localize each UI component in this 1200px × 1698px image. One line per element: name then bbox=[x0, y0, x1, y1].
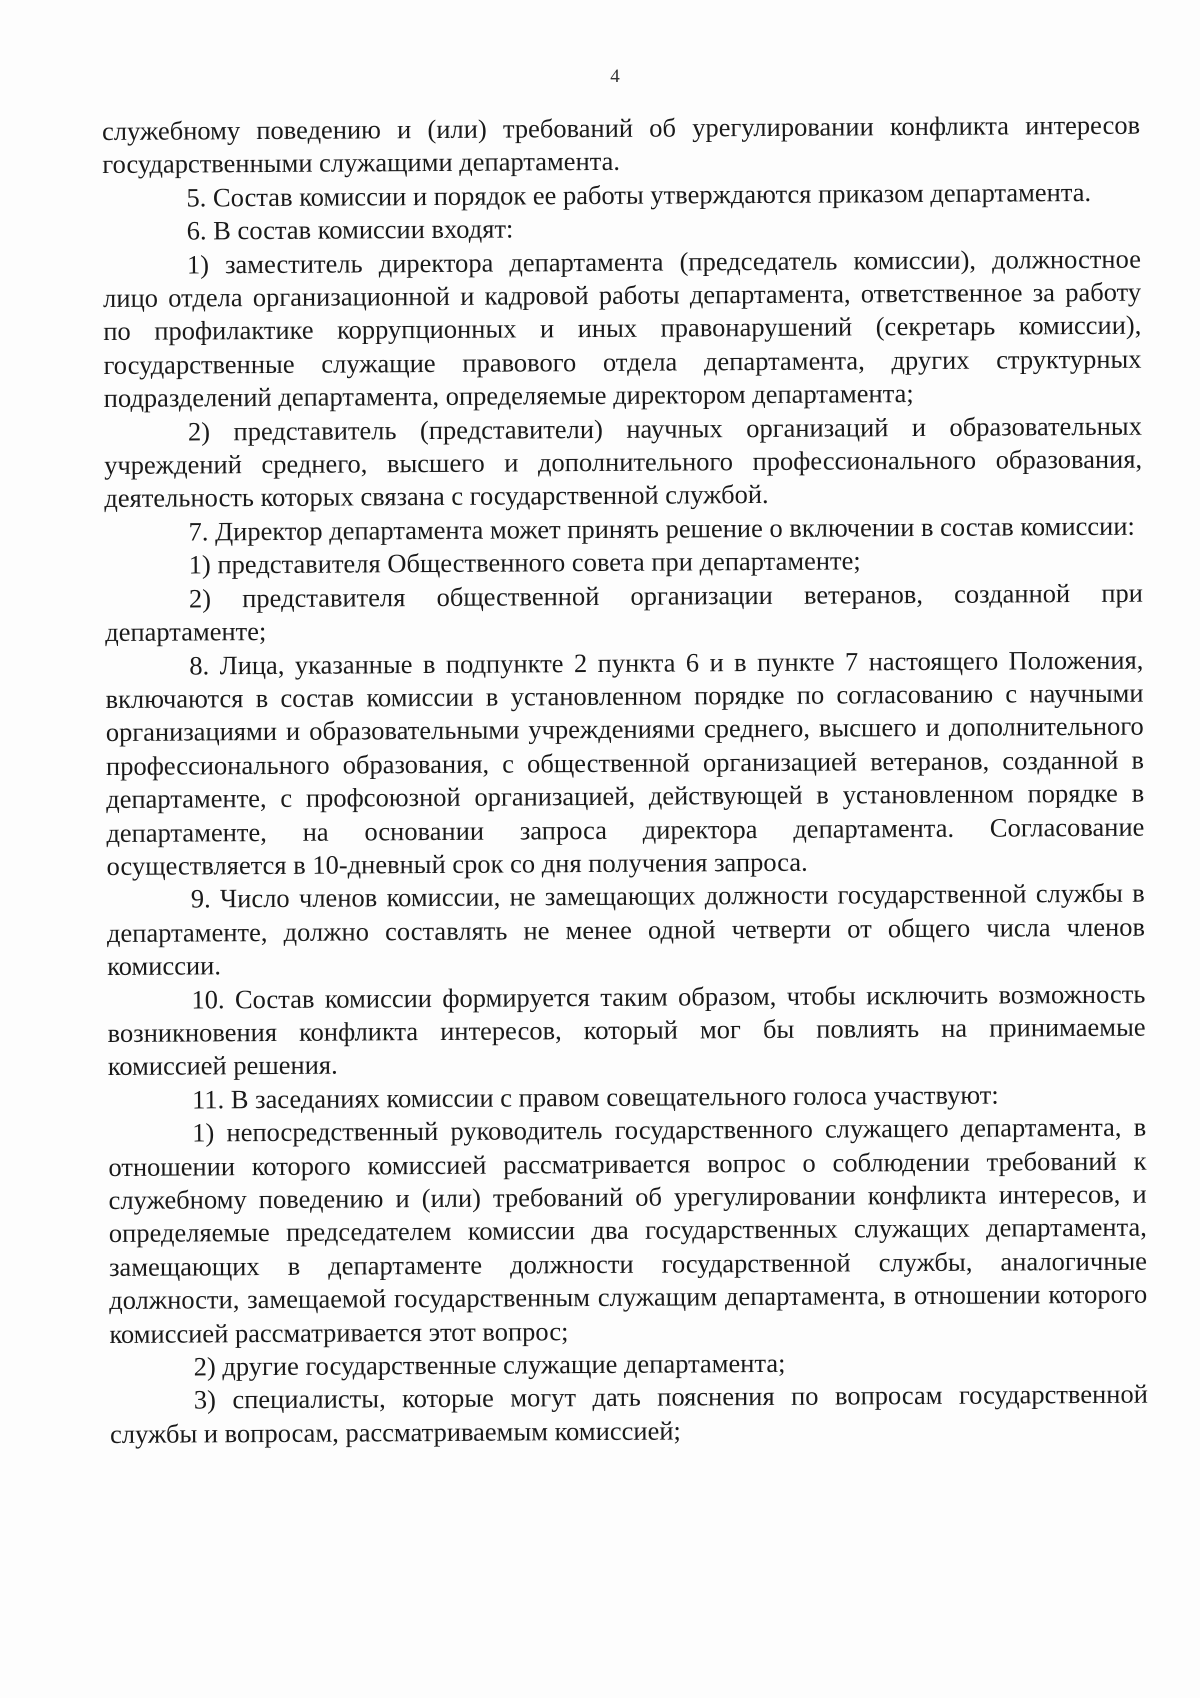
paragraph-item-6: 6. В состав комиссии входят: bbox=[186, 213, 514, 246]
paragraph-item-7: 7. Директор департамента может принять решение о включении в состав комиссии: bbox=[188, 510, 1135, 547]
paragraph-item-9: 9. Число членов комиссии, не замещающих должности государственной службы в департаменте, должно составлять не менее одной четверти от общего числа членов комиссии. bbox=[106, 877, 1146, 982]
subparagraph-7-1: 1) представителя Общественного совета при департаменте; bbox=[188, 545, 861, 580]
subparagraph-11-1: 1) непосредственный руководитель государственного служащего департамента, в отношении которого комиссией рассматривается вопрос о соблюдении требований к служебному поведению и (или) требований об урегулировании конфликта интересов, и определяемые председателем комиссии два государственных служащих департамента, замещающих в департаменте должности государственной службы, аналогичные должности, замещаемой государственным служащим департамента, в отношении которого комиссией рассматривается этот вопрос; bbox=[108, 1111, 1148, 1349]
subparagraph-11-3: 3) специалисты, которые могут дать пояснения по вопросам государственной службы и вопросам, рассматриваемым комиссией; bbox=[109, 1379, 1148, 1449]
paragraph-item-11: 11. В заседаниях комиссии с правом совещательного голоса участвуют: bbox=[191, 1079, 999, 1115]
paragraph-continuation: служебному поведению и (или) требований об урегулировании конфликта интересов государственными служащими департамента. bbox=[102, 109, 1141, 180]
subparagraph-11-2: 2) другие государственные служащие департамента; bbox=[193, 1347, 786, 1382]
document-body bbox=[102, 109, 1148, 1452]
paragraph-item-8: 8. Лица, указанные в подпункте 2 пункта 6 и в пункте 7 настоящего Положения, включаются в состав комиссии в установленном порядке по согласованию с научными организациями и образовательными учреждениями среднего, высшего и дополнительного профессионального образования, с общественной организацией ветеранов, созданной в департаменте, с профсоюзной организацией, действующей в установленном порядке в департаменте, на основании запроса директора департамента. Согласование осуществляется в 10-дневный срок со дня получения запроса. bbox=[105, 644, 1145, 881]
subparagraph-6-1: 1) заместитель директора департамента (председатель комиссии), должностное лицо отдела организационной и кадровой работы департамента, ответственное за работу по профилактике коррупционных и иных правонарушений (секретарь комиссии), государственные служащие правового отдела департамента, других структурных подразделений департамента, определяемые директором департамента; bbox=[103, 243, 1142, 414]
subparagraph-7-2: 2) представителя общественной организации ветеранов, созданной при департаменте; bbox=[105, 577, 1144, 648]
subparagraph-6-2: 2) представитель (представители) научных организаций и образовательных учреждений среднего, высшего и дополнительного профессионального образования, деятельность которых связана с государственной службой. bbox=[104, 410, 1143, 514]
page-number: 4 bbox=[610, 66, 620, 87]
paragraph-item-10: 10. Состав комиссии формируется таким образом, чтобы исключить возможность возникновения конфликта интересов, который мог бы повлиять на принимаемые комиссией решения. bbox=[107, 978, 1146, 1082]
paragraph-item-5: 5. Состав комиссии и порядок ее работы утверждаются приказом департамента. bbox=[186, 176, 1092, 213]
